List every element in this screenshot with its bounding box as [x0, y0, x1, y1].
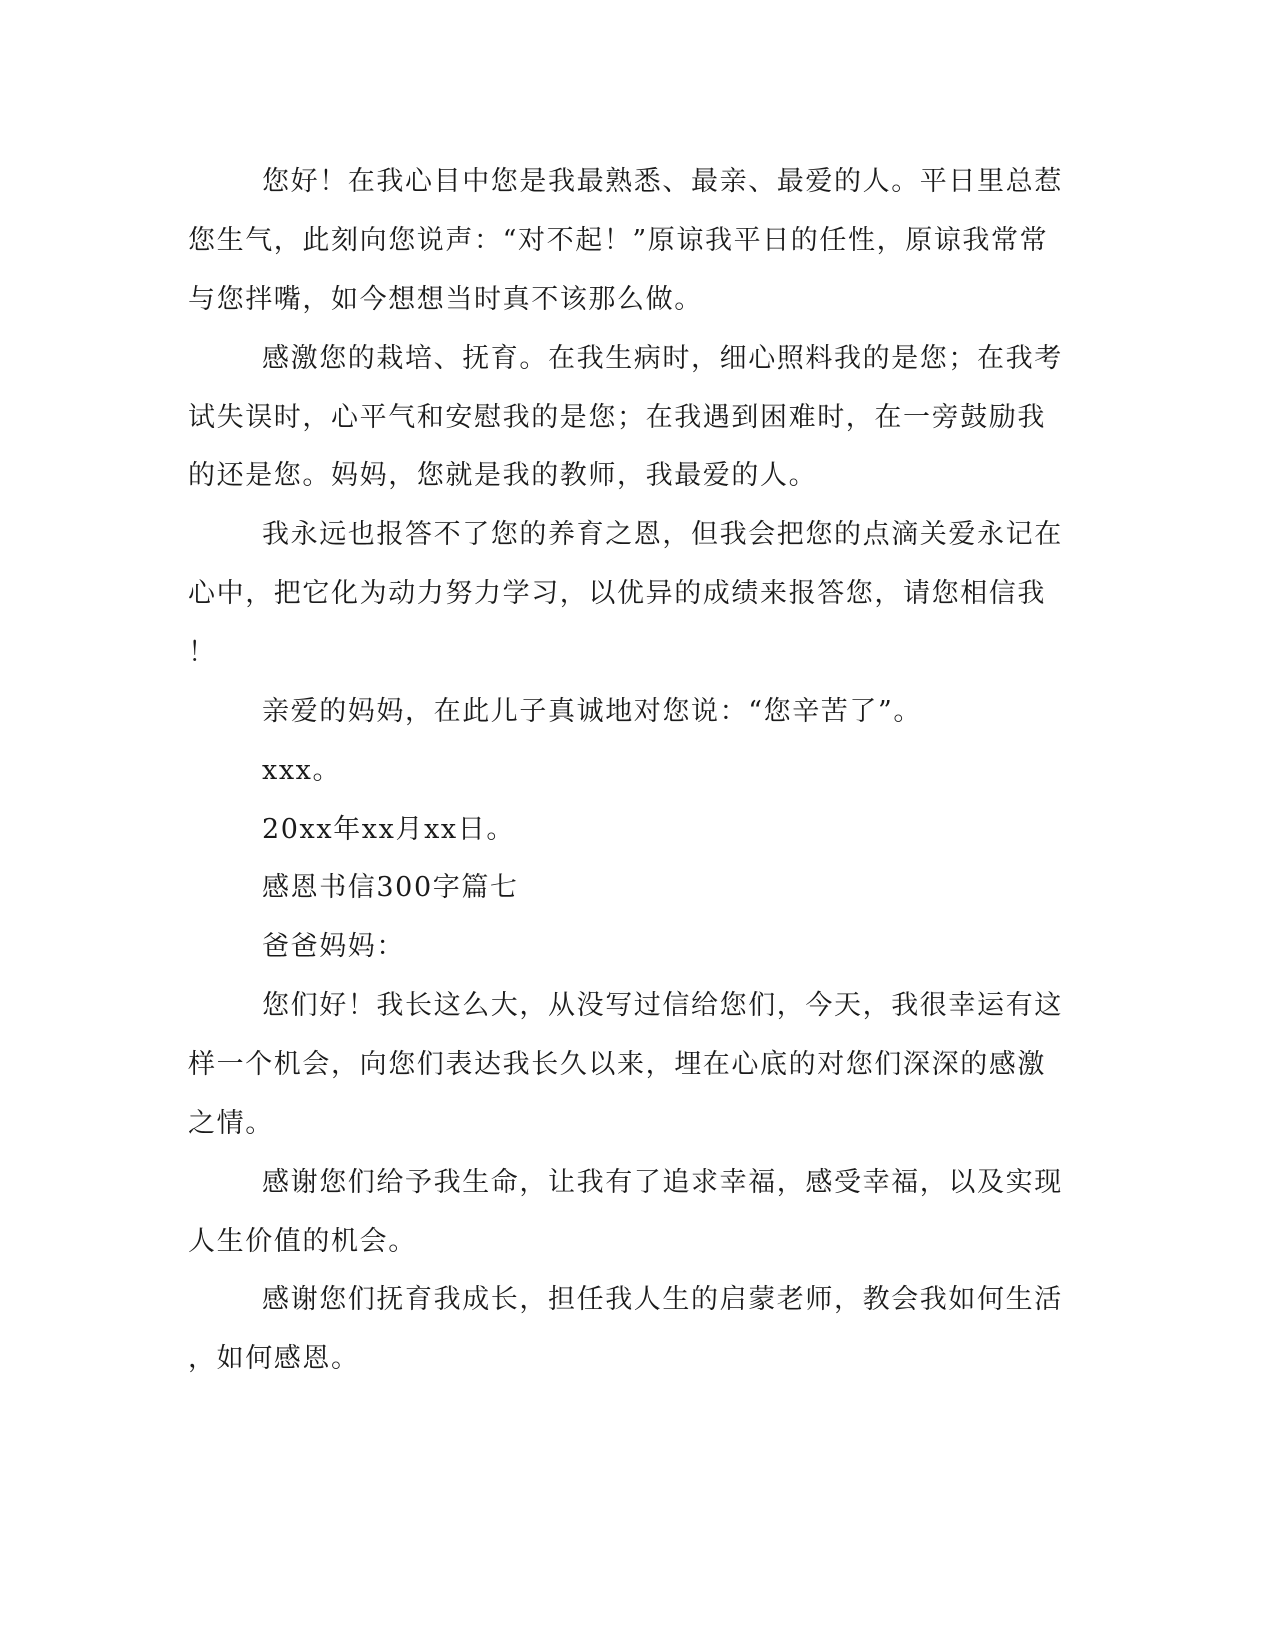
paragraph-line: 的还是您。妈妈，您就是我的教师，我最爱的人。 — [188, 460, 818, 491]
paragraph-line: 我永远也报答不了您的养育之恩，但我会把您的点滴关爱永记在 — [262, 519, 1063, 550]
paragraph-line: ，如何感恩。 — [188, 1343, 360, 1374]
paragraph-line: 与您拌嘴，如今想想当时真不该那么做。 — [188, 284, 703, 315]
paragraph-line: 您好！在我心目中您是我最熟悉、最亲、最爱的人。平日里总惹 — [262, 166, 1063, 197]
paragraph-line: 试失误时，心平气和安慰我的是您；在我遇到困难时，在一旁鼓励我 — [188, 402, 1046, 433]
signature-date: 20xx年xx月xx日。 — [262, 814, 515, 845]
paragraph-line: 亲爱的妈妈，在此儿子真诚地对您说：“您辛苦了”。 — [262, 696, 923, 727]
signature-name: xxx。 — [262, 755, 342, 786]
letter-salutation: 爸爸妈妈： — [262, 931, 405, 962]
section-heading: 感恩书信300字篇七 — [262, 872, 519, 903]
paragraph-line: 您生气，此刻向您说声：“对不起！”原谅我平日的任性，原谅我常常 — [188, 225, 1049, 256]
paragraph-line: 心中，把它化为动力努力学习，以优异的成绩来报答您，请您相信我 — [188, 578, 1046, 609]
paragraph-line: 之情。 — [188, 1108, 274, 1139]
paragraph-line: 感谢您们抚育我成长，担任我人生的启蒙老师，教会我如何生活 — [262, 1284, 1063, 1315]
paragraph-line: ！ — [188, 637, 217, 668]
paragraph-line: 您们好！我长这么大，从没写过信给您们，今天，我很幸运有这 — [262, 990, 1063, 1021]
paragraph-line: 样一个机会，向您们表达我长久以来，埋在心底的对您们深深的感激 — [188, 1049, 1046, 1080]
paragraph-line: 感激您的栽培、抚育。在我生病时，细心照料我的是您；在我考 — [262, 343, 1063, 374]
paragraph-line: 感谢您们给予我生命，让我有了追求幸福，感受幸福，以及实现 — [262, 1167, 1063, 1198]
paragraph-line: 人生价值的机会。 — [188, 1226, 417, 1257]
